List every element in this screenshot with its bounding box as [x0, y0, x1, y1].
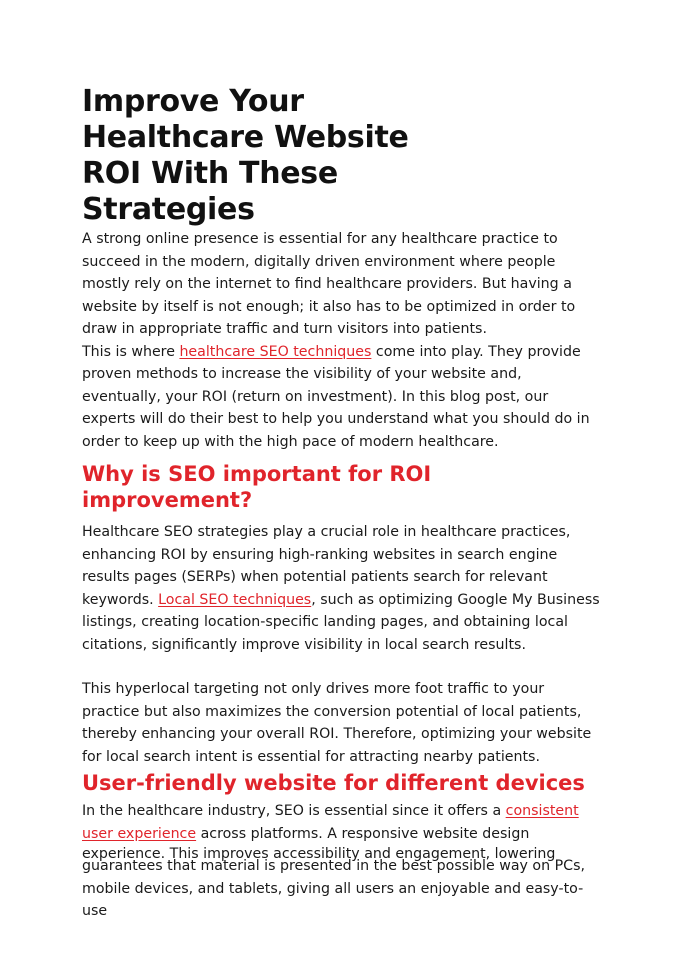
user-friendly-paragraph-1 — [82, 800, 602, 845]
user-friendly-paragraph-2: guarantees that material is presented in the best possible way on PCs, mobile devices, and tablets, giving all users an enjoyable and easy-to-use — [82, 858, 585, 919]
healthcare-seo-techniques-link[interactable]: healthcare SEO techniques — [179, 343, 372, 360]
consistent-user-experience-link[interactable]: consistent user experience — [82, 803, 579, 842]
section-heading-user-friendly: User-friendly website for different devices — [82, 771, 585, 795]
local-seo-techniques-link[interactable]: Local SEO techniques — [158, 591, 312, 608]
intro-paragraph-1: A strong online presence is essential for any healthcare practice to succeed in the modern, digitally driven environment where people mostly rely on the internet to find healthcare providers. But having a website by itself is not enough; it also has to be optimized in order to draw in appropriate traffic and turn visitors into patients. — [82, 231, 576, 337]
seo-roi-paragraph-1 — [82, 521, 602, 656]
seo-roi-p1-text-before: Healthcare SEO strategies play a crucial role in healthcare practices, enhancing ROI by ensuring high-ranking websites in search engine results pages (SERPs) when potential patients search for relevant keywords. — [82, 524, 571, 608]
seo-roi-paragraph-2: This hyperlocal targeting not only drives more foot traffic to your practice but also maximizes the conversion potential of local patients, thereby enhancing your overall ROI. Therefore, optimizing your website for local search intent is essential for attracting nearby patients. — [82, 681, 592, 765]
intro-paragraph-2 — [82, 341, 602, 454]
overlapping-paragraph-fragment: experience. This improves accessibility and engagement, lowering — [82, 846, 556, 862]
overlapping-text-block — [82, 845, 602, 919]
document-page — [82, 84, 602, 919]
seo-roi-p1-text-after: , such as optimizing Google My Business listings, creating location-specific landing pages, and obtaining local citations, significantly improve visibility in local search results. — [82, 591, 600, 653]
intro-p2-text-after: come into play. They provide proven methods to increase the visibility of your website and, eventually, your ROI (return on investment). In this blog post, our experts will do their best to help you understand what you should do in order to keep up with the high pace of modern healthcare. — [82, 343, 590, 450]
user-friendly-p1-text-before: In the healthcare industry, SEO is essential since it offers a — [82, 803, 506, 819]
intro-p2-text-before: This is where — [82, 343, 180, 360]
section-heading-seo-roi: Why is SEO important for ROI improvement? — [82, 462, 432, 512]
page-title: Improve Your Healthcare Website ROI With These Strategies — [82, 84, 409, 227]
user-friendly-p1-text-after: across platforms. A responsive website design — [196, 825, 530, 842]
